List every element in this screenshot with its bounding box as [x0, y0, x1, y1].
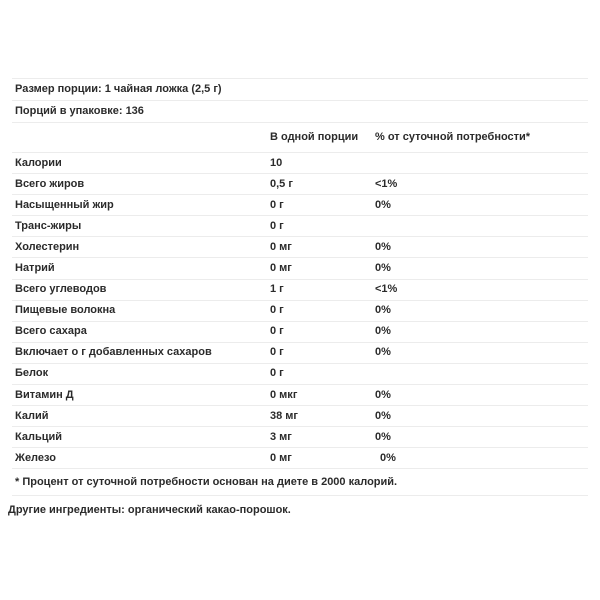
- nutrient-label: Холестерин: [15, 241, 80, 253]
- nutrient-label: Железо: [15, 452, 56, 464]
- nutrient-amount: 0 г: [270, 368, 284, 380]
- nutrient-amount: 1 г: [270, 284, 284, 296]
- nutrient-dv: 0%: [375, 199, 391, 211]
- serving-size-row: [12, 79, 588, 101]
- nutrient-label: Всего жиров: [15, 178, 85, 190]
- nutrient-row-total-sugars: [12, 322, 588, 343]
- nutrient-label: Всего сахара: [15, 326, 87, 338]
- footnote-row: [12, 469, 588, 496]
- nutrient-dv: 0%: [375, 326, 391, 338]
- nutrient-amount: 0 г: [270, 326, 284, 338]
- nutrient-label: Белок: [15, 368, 49, 380]
- nutrient-label: Калории: [15, 157, 62, 169]
- nutrient-row-protein: [12, 364, 588, 385]
- nutrient-amount: 0 г: [270, 220, 284, 232]
- nutrient-amount: 0 г: [270, 305, 284, 317]
- table-header-row: [12, 123, 588, 153]
- nutrient-row-saturated-fat: [12, 195, 588, 216]
- nutrient-row-iron: [12, 448, 588, 469]
- nutrient-row-calcium: [12, 427, 588, 448]
- nutrient-amount: 0 мкг: [270, 389, 298, 401]
- nutrient-row-total-carbs: [12, 280, 588, 301]
- nutrient-dv: <1%: [375, 178, 398, 190]
- nutrient-label: Витамин Д: [15, 389, 74, 401]
- nutrient-row-added-sugars: [12, 343, 588, 364]
- nutrient-label: Всего углеводов: [15, 284, 107, 296]
- nutrient-label: Включает о г добавленных сахаров: [15, 347, 212, 359]
- nutrient-row-potassium: [12, 406, 588, 427]
- nutrient-row-vitamin-d: [12, 385, 588, 406]
- servings-per-container-text: Порций в упаковке: 136: [15, 106, 144, 117]
- column-header-amount: В одной порции: [270, 132, 359, 143]
- servings-per-container-row: [12, 101, 588, 123]
- nutrient-dv: 0%: [375, 241, 391, 253]
- nutrient-row-calories: [12, 153, 588, 174]
- nutrient-row-trans-fat: [12, 216, 588, 237]
- nutrient-label: Насыщенный жир: [15, 199, 114, 211]
- nutrient-amount: 3 мг: [270, 431, 292, 443]
- serving-size-text: Размер порции: 1 чайная ложка (2,5 г): [15, 84, 222, 95]
- nutrient-amount: 0 г: [270, 347, 284, 359]
- nutrient-label: Транс-жиры: [15, 220, 82, 232]
- nutrient-amount: 0 мг: [270, 452, 292, 464]
- other-ingredients-text: Другие ингредиенты: органический какао-порошок.: [8, 504, 291, 517]
- column-header-daily-value: % от суточной потребности*: [375, 132, 531, 143]
- nutrient-amount: 0 г: [270, 199, 284, 211]
- nutrient-amount: 0 мг: [270, 263, 292, 275]
- nutrient-amount: 38 мг: [270, 410, 299, 422]
- nutrient-dv: 0%: [375, 347, 391, 359]
- nutrient-dv: 0%: [375, 305, 391, 317]
- nutrient-label: Пищевые волокна: [15, 305, 116, 317]
- nutrient-amount: 0 мг: [270, 241, 292, 253]
- footnote-text: * Процент от суточной потребности основан на диете в 2000 калорий.: [15, 476, 398, 488]
- nutrient-row-cholesterol: [12, 237, 588, 258]
- nutrient-amount: 0,5 г: [270, 178, 293, 190]
- nutrient-label: Натрий: [15, 263, 55, 275]
- nutrient-dv: 0%: [375, 431, 391, 443]
- nutrient-label: Калий: [15, 410, 49, 422]
- nutrient-label: Кальций: [15, 431, 63, 443]
- nutrient-row-dietary-fiber: [12, 301, 588, 322]
- nutrient-row-sodium: [12, 258, 588, 279]
- nutrient-dv: 0%: [375, 410, 391, 422]
- nutrient-dv: 0%: [375, 389, 391, 401]
- nutrient-dv: <1%: [375, 284, 398, 296]
- nutrient-row-total-fat: [12, 174, 588, 195]
- nutrient-dv: 0%: [380, 452, 396, 464]
- nutrient-dv: 0%: [375, 263, 391, 275]
- nutrition-facts-table: [12, 78, 588, 496]
- nutrient-amount: 10: [270, 157, 283, 169]
